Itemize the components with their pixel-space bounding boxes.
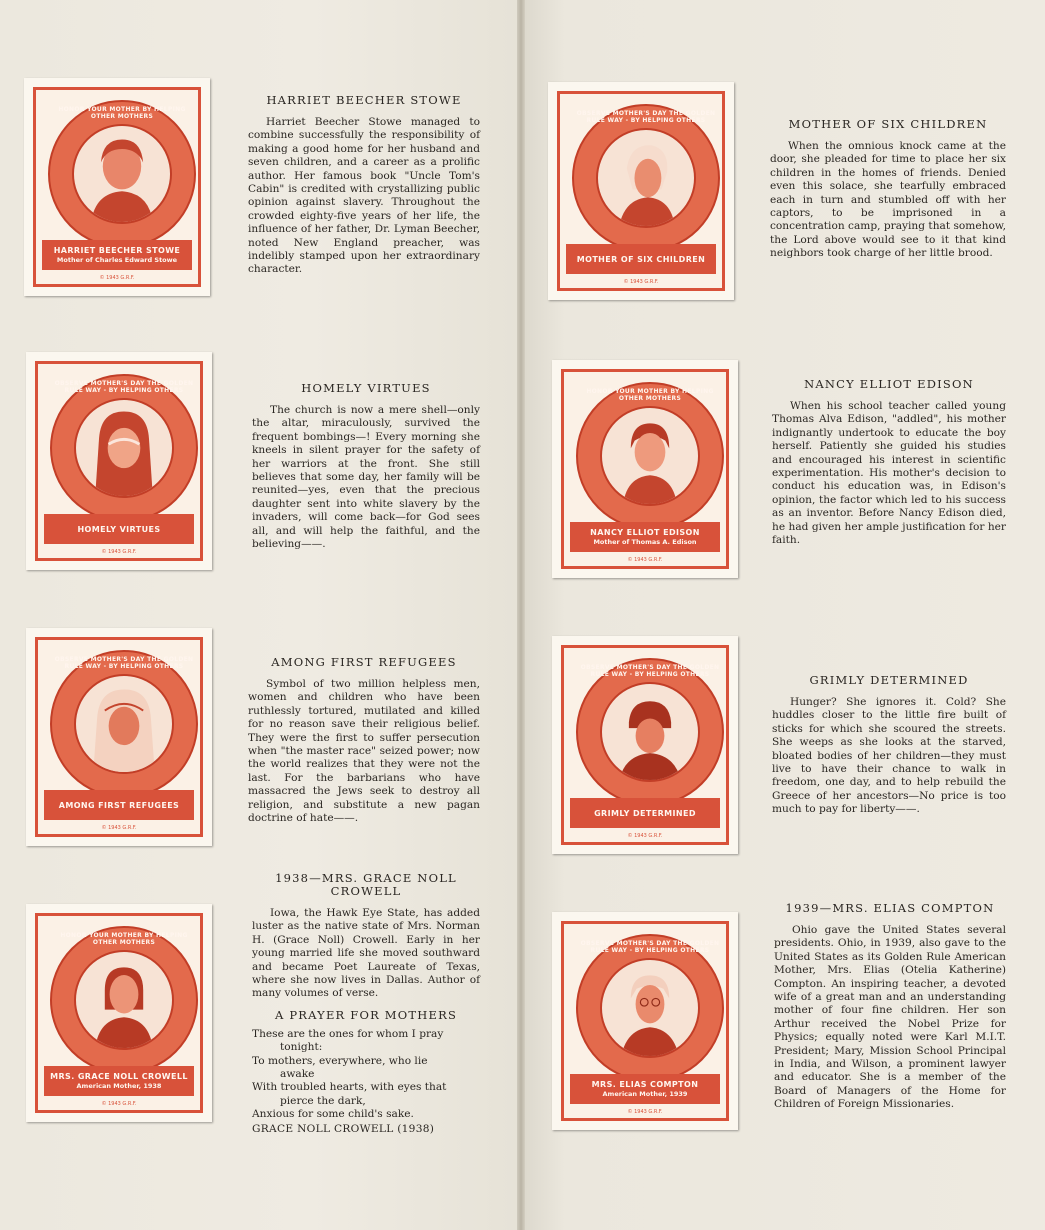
article-grimly-determined (772, 674, 1006, 817)
portrait-image (602, 408, 698, 504)
stamp-ring-text: OBSERVE MOTHER'S DAY THE GOLDEN RULE WAY - BY HELPING OTHERS (580, 664, 720, 678)
stamp-harriet-beecher-stowe (24, 78, 210, 296)
article-homely-virtues (252, 382, 480, 551)
stamp-grimly-determined (552, 636, 738, 854)
stamp-subtitle: American Mother, 1938 (76, 1082, 162, 1090)
portrait-image (76, 400, 172, 496)
stamp-among-first-refugees (26, 628, 212, 846)
article-body: Hunger? She ignores it. Cold? She huddles closer to the little fire built of sticks for which she scoured the streets. She weeps as she looks at the starved, bloated bodies of her children—they must live to have their chance to walk in freedom, one day, and to help rebuild the Greece of her ancestors—No price is too much to pay for liberty——. (772, 696, 1006, 816)
stamp-medallion (48, 100, 196, 248)
portrait-image (76, 952, 172, 1048)
poem-line: pierce the dark, (280, 1094, 366, 1107)
article-body: Ohio gave the United States several presidents. Ohio, in 1939, also gave to the United States as its Golden Rule American Mother, Mrs. Elias (Otelia Katherine) Compton. An inspiring teacher, a devoted wife of a great man and an understanding mother of four fine children. Her son Arthur received the Nobel Prize for Physics; equally noted were Karl M.I.T. President; Mary, Mission School Principal in India, and Wilson, a prominent lawyer and educator. She is a member of the Board of Managers of the Home for Children of Foreign Missionaries. (774, 924, 1006, 1111)
poem-line: To mothers, everywhere, who lie (252, 1054, 428, 1067)
article-heading: MOTHER OF SIX CHILDREN (788, 117, 988, 131)
stamp-ring-text: HONOR YOUR MOTHER BY HELPING OTHER MOTHERS (60, 932, 188, 946)
stamp-homely-virtues (26, 352, 212, 570)
stamp-medallion (576, 382, 724, 530)
article-heading: NANCY ELLIOT EDISON (804, 377, 974, 391)
article-heading: 1939—MRS. ELIAS COMPTON (785, 901, 995, 915)
stamp-name: NANCY ELLIOT EDISON (590, 528, 700, 537)
stamp-copyright: © 1943 G.R.F. (99, 275, 135, 281)
article-heading: AMONG FIRST REFUGEES (271, 655, 457, 669)
stamp-medallion (572, 104, 720, 252)
stamp-subtitle: Mother of Charles Edward Stowe (56, 256, 178, 264)
stamp-copyright: © 1943 G.R.F. (627, 1109, 663, 1115)
article-mother-of-six-children (770, 118, 1006, 261)
article-harriet-beecher-stowe (248, 94, 480, 277)
article-body: Iowa, the Hawk Eye State, has added luster as the native state of Mrs. Norman H. (Grace Noll) Crowell. Early in her young married life she moved southward and became Poet Laureate of Texas, where she now lives in Dallas. Author of many volumes of verse. (252, 907, 480, 1000)
stamp-name: GRIMLY DETERMINED (594, 808, 696, 818)
stamp-medallion (50, 926, 198, 1074)
stamp-name: AMONG FIRST REFUGEES (58, 800, 180, 810)
stamp-ring-text: HONOR YOUR MOTHER BY HELPING OTHER MOTHERS (586, 388, 714, 402)
stamp-name: MRS. ELIAS COMPTON (591, 1080, 699, 1089)
stamp-medallion (50, 374, 198, 522)
stamp-name: HOMELY VIRTUES (77, 524, 161, 534)
article-body: When his school teacher called young Thomas Alva Edison, "addled", his mother indignantly undertook to educate the boy herself. Patiently she guided his studies and encouraged his interest in scientific experimentation. His mother's decision to conduct his education was, in Edison's opinion, the factor which led to his success as an inventor. Before Nancy Edison died, he had given her ample justification for her faith. (772, 400, 1006, 547)
poem-prayer-for-mothers (252, 1009, 480, 1136)
portrait-image (76, 676, 172, 772)
stamp-ring-text: OBSERVE MOTHER'S DAY THE GOLDEN RULE WAY - BY HELPING OTHERS (580, 940, 720, 954)
page-gutter (517, 0, 525, 1230)
article-heading: 1938—MRS. GRACE NOLL CROWELL (275, 871, 457, 898)
stamp-name: HARRIET BEECHER STOWE (53, 246, 181, 255)
stamp-subtitle: Mother of Thomas A. Edison (593, 538, 697, 546)
article-body: The church is now a mere shell—only the altar, miraculously, survived the frequent bombings—! Every morning she kneels in silent prayer for the safety of her warriors at the front. She still believes that some day, her family will be reunited—yes, even that the precious daughter sent into white slavery by the invaders, will come back—for God sees all, and will help the faithful, and the believing——. (252, 404, 480, 551)
poem-signature: GRACE NOLL CROWELL (1938) (252, 1122, 435, 1135)
stamp-ring-text: HONOR YOUR MOTHER BY HELPING OTHER MOTHERS (58, 106, 186, 120)
poem-line: awake (280, 1068, 315, 1081)
article-heading: HOMELY VIRTUES (301, 381, 431, 395)
article-body: When the omnious knock came at the door, she pleaded for time to place her six children in the homes of friends. Denied even this solace, she tearfully embraced each in turn and stumbled off with her captors, to be imprisoned in a concentration camp, praying that somehow, the Lord above would see to it that kind neighbors took charge of her little brood. (770, 140, 1006, 260)
stamp-mother-of-six-children (548, 82, 734, 300)
stamp-copyright: © 1943 G.R.F. (101, 549, 137, 555)
stamp-copyright: © 1943 G.R.F. (627, 557, 663, 563)
article-grace-noll-crowell (252, 872, 480, 1136)
article-heading: GRIMLY DETERMINED (809, 673, 969, 687)
stamp-grace-noll-crowell (26, 904, 212, 1122)
portrait-image (598, 130, 694, 226)
stamp-copyright: © 1943 G.R.F. (623, 279, 659, 285)
portrait-image (74, 126, 170, 222)
article-body: Symbol of two million helpless men, women and children who have been ruthlessly tortured, mutilated and killed for no reason save their religious belief. They were the first to suffer persecution when "the master race" seized power; now the world realizes that they were not the last. For the barbarians who have massacred the Jews seek to destroy all religion, and substitute a new pagan doctrine of hate——. (248, 678, 480, 825)
stamp-medallion (50, 650, 198, 798)
article-heading: HARRIET BEECHER STOWE (266, 93, 462, 107)
stamp-ring-text: OBSERVE MOTHER'S DAY THE GOLDEN RULE WAY - BY HELPING OTHERS (576, 110, 716, 124)
article-nancy-elliot-edison (772, 378, 1006, 547)
stamp-name: MOTHER OF SIX CHILDREN (576, 254, 706, 264)
stamp-ring-text: OBSERVE MOTHER'S DAY THE GOLDEN RULE WAY - BY HELPING OTHERS (54, 656, 194, 670)
stamp-ring-text: OBSERVE MOTHER'S DAY THE GOLDEN RULE WAY - BY HELPING OTHERS (54, 380, 194, 394)
poem-line: These are the ones for whom I pray (252, 1027, 444, 1040)
poem-line: With troubled hearts, with eyes that (252, 1081, 447, 1094)
stamp-medallion (576, 934, 724, 1082)
poem-line: tonight: (280, 1041, 323, 1054)
stamp-name: MRS. GRACE NOLL CROWELL (50, 1072, 188, 1081)
stamp-copyright: © 1943 G.R.F. (627, 833, 663, 839)
stamp-medallion (576, 658, 724, 806)
stamp-elias-compton (552, 912, 738, 1130)
stamp-copyright: © 1943 G.R.F. (101, 825, 137, 831)
article-elias-compton (774, 902, 1006, 1112)
poem-title: A PRAYER FOR MOTHERS (274, 1007, 458, 1022)
article-body: Harriet Beecher Stowe managed to combine successfully the responsibility of making a good home for her husband and seven children, and a career as a prolific author. Her famous book "Uncle Tom's Cabin" is credited with crystallizing public opinion against slavery. Throughout the crowded eighty-five years of her life, the influence of her father, Dr. Lyman Beecher, noted New England preacher, was indelibly stamped upon her extraordinary character. (248, 116, 480, 276)
stamp-nancy-elliot-edison (552, 360, 738, 578)
article-among-first-refugees (248, 656, 480, 825)
stamp-copyright: © 1943 G.R.F. (101, 1101, 137, 1107)
poem-line: Anxious for some child's sake. (252, 1108, 414, 1121)
stamp-subtitle: American Mother, 1939 (602, 1090, 688, 1098)
portrait-image (602, 684, 698, 780)
portrait-image (602, 960, 698, 1056)
